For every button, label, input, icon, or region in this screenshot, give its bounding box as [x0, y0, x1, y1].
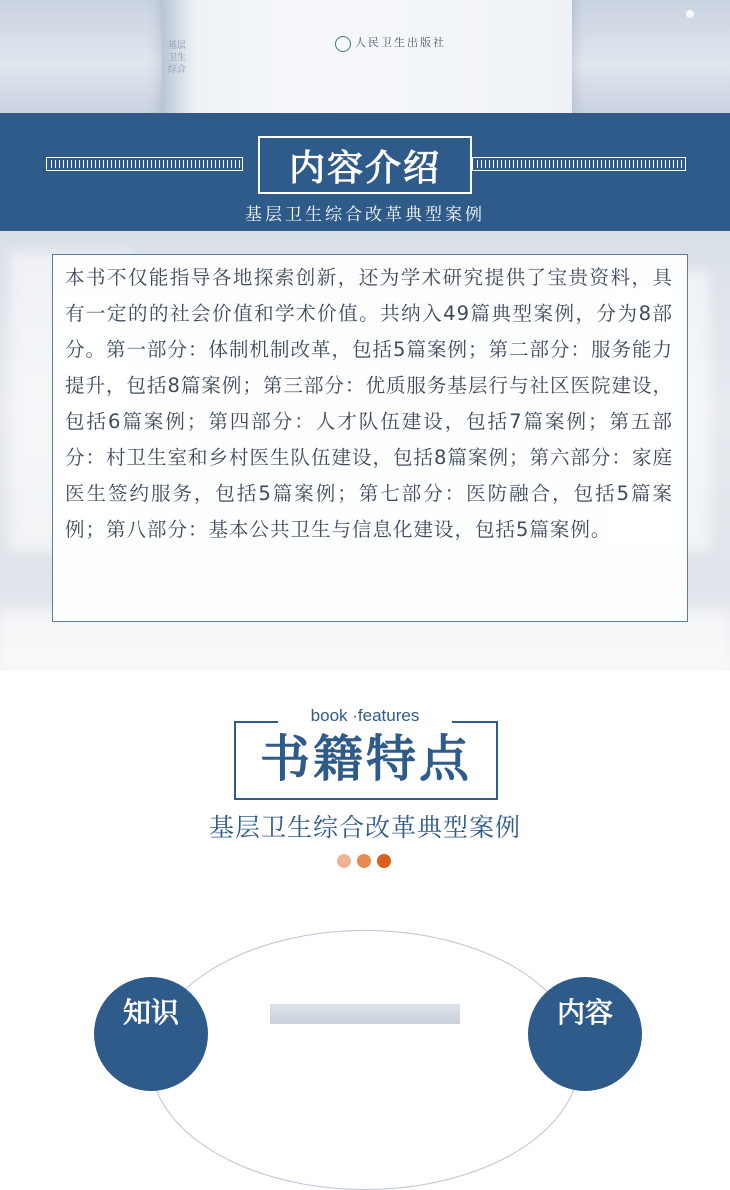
intro-subtitle: 基层卫生综合改革典型案例	[245, 205, 485, 225]
book-image-partial	[270, 1004, 460, 1024]
content-circle: 内容	[528, 977, 642, 1091]
decorative-dot-dark	[377, 854, 391, 868]
features-frame-top-right	[452, 721, 498, 723]
features-subtitle: 基层卫生综合改革典型案例	[208, 813, 521, 842]
knowledge-circle: 知识	[94, 977, 208, 1091]
decorative-dot-light	[337, 854, 351, 868]
description-box	[52, 254, 688, 622]
features-english-label: book ·features	[310, 706, 420, 725]
features-frame-top-left	[234, 721, 278, 723]
decorative-dot-mid	[357, 854, 371, 868]
intro-title: 内容介绍	[288, 147, 441, 189]
publisher-logo-icon	[335, 36, 351, 52]
book-photo-strip	[0, 0, 730, 115]
decorative-hatch-right	[472, 157, 686, 171]
intro-title-box	[258, 136, 472, 194]
decorative-hatch-left	[46, 157, 243, 171]
book-spine-text: 基层卫生综合	[168, 41, 187, 75]
decorative-arc	[150, 930, 580, 1190]
decorative-dot	[686, 10, 694, 18]
description-text: 本书不仅能指导各地探索创新，还为学术研究提供了宝贵资料，具有一定的的社会价值和学术价值。共纳入49篇典型案例，分为8部分。第一部分：体制机制改革，包括5篇案例；第二部分：服务能力提升，包括8篇案例；第三部分：优质服务基层行与社区医院建设，包括6篇案例；第四部分：人才队伍建设，包括7篇案例；第五部分：村卫生室和乡村医生队伍建设，包括8篇案例；第六部分：家庭医生签约服务，包括5篇案例；第七部分：医防融合，包括5篇案例；第八部分：基本公共卫生与信息化建设，包括5篇案例。	[65, 266, 673, 541]
publisher-name: 人民卫生出版社	[355, 36, 446, 49]
features-title: 书籍特点	[260, 730, 472, 788]
book-cover-image	[162, 0, 572, 115]
